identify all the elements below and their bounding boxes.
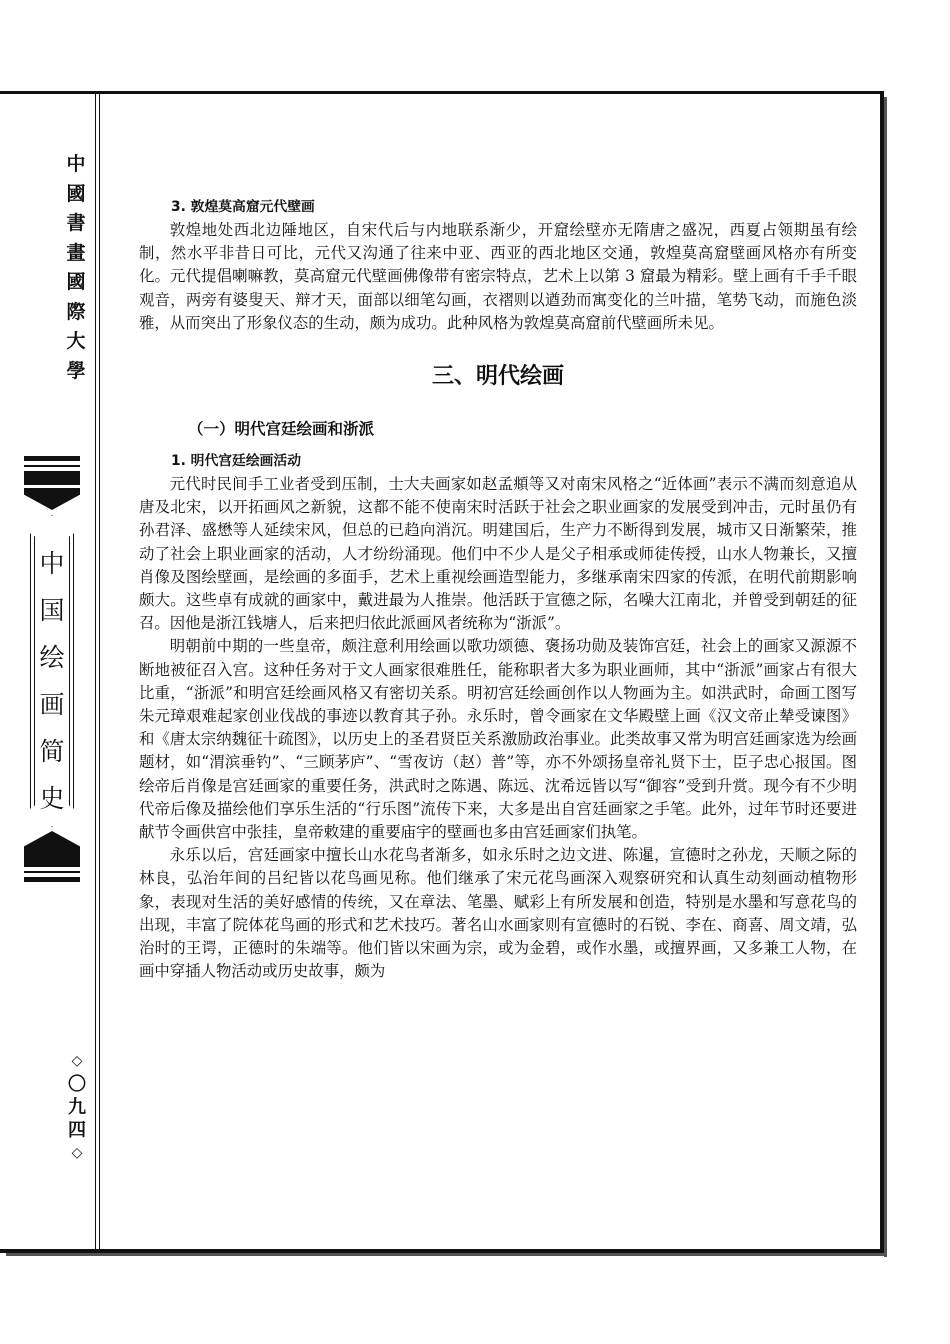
sidebar-divider-inner xyxy=(99,94,100,1249)
ornament-chevron-bottom xyxy=(24,831,80,853)
book-title-char: 简 xyxy=(39,737,65,766)
diamond-icon: ◇ xyxy=(71,1053,83,1069)
body-paragraph: 永乐以后，宫廷画家中擅长山水花鸟者渐多，如永乐时之边文进、陈暹，宣德时之孙龙，天顺之际的林良，弘治年间的吕纪皆以花鸟画见称。他们继承了宋元花鸟画深入观察研究和认真生动刻画动植物形象，表现对生活的美好感情的传统，又在章法、笔墨、赋彩上有所发展和创造，特别是水墨和写意花鸟的出现，丰富了院体花鸟画的形式和艺术技巧。著名山水画家则有宣德时的石锐、李在、商喜、周文靖，弘治时的王谔，正德时的朱端等。他们皆以宋画为宗，或为金碧，或作水墨，或擅界画，又多兼工人物，在画中穿插人物活动或历史故事，颇为 xyxy=(139,846,857,981)
frame-shadow-right xyxy=(884,97,887,1257)
ornament-bar xyxy=(24,853,80,867)
school-char: 畫 xyxy=(66,241,86,264)
page-number xyxy=(62,1050,92,1165)
page-number-char: 四 xyxy=(68,1120,86,1141)
ornament-bar xyxy=(24,877,80,882)
book-title-char: 国 xyxy=(39,596,65,625)
book-title-char: 绘 xyxy=(39,643,65,672)
ornament-bar xyxy=(24,871,80,873)
page-frame-top xyxy=(0,91,884,94)
sidebar-divider xyxy=(95,94,96,1249)
frame-shadow-bottom xyxy=(6,1253,887,1256)
ornament-bar xyxy=(24,465,80,467)
ornament-bar xyxy=(24,471,80,485)
subsection-heading: （一）明代宫廷绘画和浙派 xyxy=(188,420,375,439)
school-char: 國 xyxy=(66,271,86,293)
school-char: 大 xyxy=(66,330,86,352)
school-char: 際 xyxy=(66,300,86,323)
school-char: 國 xyxy=(66,182,86,205)
school-char: 學 xyxy=(66,359,86,382)
book-title-char: 画 xyxy=(39,690,65,719)
ornament-bar xyxy=(24,456,80,461)
section-heading: 3. 敦煌莫高窟元代壁画 xyxy=(171,199,315,215)
book-title-char: 史 xyxy=(39,784,65,813)
body-paragraph: 敦煌地处西北边陲地区，自宋代后与内地联系渐少，开窟绘壁亦无隋唐之盛况，西夏占领期虽有绘制，然水平非昔日可比，元代又沟通了往来中亚、西亚的西北地区交通，敦煌莫高窟壁画风格亦有所变化。元代提倡喇嘛教，莫高窟元代壁画佛像带有密宗特点，艺术上以第 3 窟最为精彩。壁上画有千手千眼观音，两旁有婆叟天、辩才天，面部以细笔勾画，衣褶则以遒劲而寓变化的兰叶描，笔势飞动，而施色淡雅，从而突出了形象仪态的生动，颇为成功。此种风格为敦煌莫高窟前代壁画所未见。 xyxy=(139,221,857,332)
book-title-vertical xyxy=(30,540,74,822)
school-char: 書 xyxy=(66,212,86,234)
chapter-heading: 三、明代绘画 xyxy=(431,364,564,390)
page-content xyxy=(139,196,857,983)
school-name-vertical xyxy=(58,150,94,386)
ornament-chevron-top xyxy=(24,488,80,510)
book-title-char: 中 xyxy=(39,549,65,578)
page-number-char: 〇 xyxy=(68,1074,86,1095)
page-number-char: 九 xyxy=(68,1097,86,1118)
body-paragraph: 明朝前中期的一些皇帝，颇注意利用绘画以歌功颂德、褒扬功勋及装饰宫廷，社会上的画家又源源不断地被征召入宫。这种任务对于文人画家很难胜任，能称职者大多为职业画师，其中“浙派”画家占有很大比重，“浙派”和明宫廷绘画风格又有密切关系。明初宫廷绘画创作以人物画为主。如洪武时，命画工图写朱元璋艰难起家创业伐战的事迹以教育其子孙。永乐时，曾令画家在文华殿壁上画《汉文帝止辇受谏图》和《唐太宗纳魏征十疏图》，以历史上的圣君贤臣关系激励政治事业。此类故事又常为明宫廷画家选为绘画题材，如“渭滨垂钓”、“三顾茅庐”、“雪夜访（赵）普”等，亦不外颂扬皇帝礼贤下士，臣子忠心报国。图绘帝后肖像是宫廷画家的重要任务，洪武时之陈遇、陈远、沈希远皆以写“御容”受到升赏。现今有不少明代帝后像及描绘他们享乐生活的“行乐图”流传下来，大多是出自宫廷画家之手笔。此外，过年节时还要进献节令画供宫中张挂，皇帝敕建的重要庙宇的壁画也多由宫廷画家们执笔。 xyxy=(139,637,857,842)
item-heading: 1. 明代宫廷绘画活动 xyxy=(171,453,302,470)
body-paragraph: 元代时民间手工业者受到压制，士大夫画家如赵孟頫等又对南宋风格之“近体画”表示不满而刻意追从唐及北宋，以开拓画风之新貌，这都不能不使南宋时活跃于社会之职业画家的发展受到冲击，元时虽仍有孙君泽、盛懋等人延续宋风，但总的已趋向消沉。明建国后，生产力不断得到发展，城市又日渐繁荣，推动了社会上职业画家的活动，人才纷纷涌现。他们中不少人是父子相承或师徒传授，山水人物兼长，又擅肖像及图绘壁画，是绘画的多面手，艺术上重视绘画造型能力，多继承南宋四家的传派，在明代前期影响颇大。这些卓有成就的画家中，戴进最为人推崇。他活跃于宣德之际，名噪大江南北，并曾受到朝廷的征召。因他是浙江钱塘人，后来把归依此派画风者统称为“浙派”。 xyxy=(139,475,857,633)
school-char: 中 xyxy=(66,153,86,175)
diamond-icon: ◇ xyxy=(71,1145,83,1161)
